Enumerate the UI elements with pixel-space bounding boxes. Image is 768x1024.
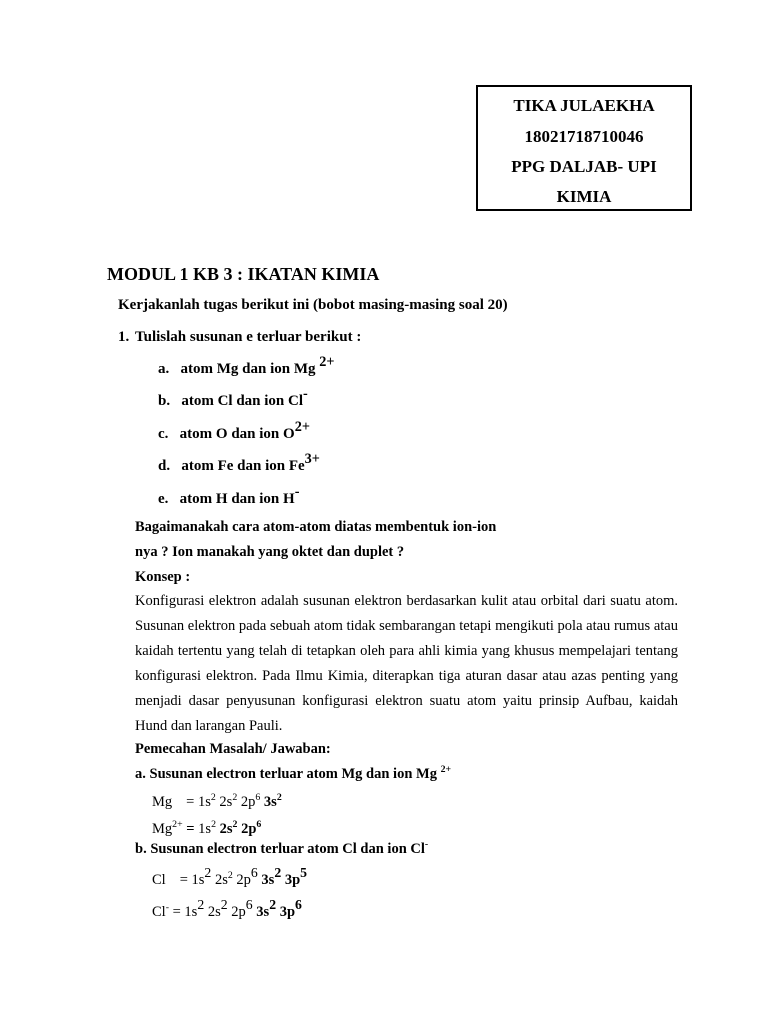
solution-part-b-title: b. Susunan electron terluar atom Cl dan ion Cl- xyxy=(135,839,429,857)
item-text: atom H dan ion H xyxy=(179,491,295,507)
followup-question-line-1: Bagaimanakah cara atom-atom diatas membentuk ion-ion xyxy=(135,519,497,535)
question-item-b xyxy=(158,386,308,410)
question-item-a xyxy=(158,354,335,378)
question-text: Tulislah susunan e terluar berikut : xyxy=(135,329,362,345)
valence-shell: $2s^2$ $2p^6$ xyxy=(219,819,262,837)
ion-charge: - xyxy=(294,484,300,500)
konsep-paragraph: Konfigurasi elektron adalah susunan elektron berdasarkan kulit atau orbital dari suatu atom. Susunan elektron pada sebuah atom tidak sembarangan tetapi mengikuti pola atau rumus atau kaidah tertentu yang telah di tetapkan oleh para ahli kimia yang khusus mempelajari tentang konfigurasi elektron. Pada Ilmu Kimia, diterapkan tiga aturan dasar atau azas penting yang menjadi dasar penyusunan konfigurasi elektron suatu atom yaitu prinsip Aufbau, kaidah Hund dan larangan Pauli. xyxy=(135,593,678,734)
item-letter: e. xyxy=(158,491,169,507)
valence-shell: $3s^2$ $3p^5$ xyxy=(261,865,308,888)
question-number: 1. xyxy=(118,329,130,345)
cl-ion-configuration: $Cl^- = 1s^2$ $2s^2$ $2p^6$ $3s^2$ $3p^6$ xyxy=(152,897,302,920)
instruction-text: Kerjakanlah tugas berikut ini (bobot masing-masing soal 20) xyxy=(118,297,508,313)
item-text: atom Fe dan ion Fe xyxy=(181,458,305,474)
item-text: atom Mg dan ion Mg xyxy=(180,361,320,377)
question-item-e xyxy=(158,484,300,508)
solution-part-a-title: a. Susunan electron terluar atom Mg dan ion Mg $^{2+}$ xyxy=(135,764,452,782)
mg-ion-configuration: $Mg^{2+} = 1s^2$ $2s^2$ $2p^6$ xyxy=(152,819,262,837)
student-name: TIKA JULAEKHA xyxy=(513,96,655,115)
valence-shell: $3s^2$ xyxy=(263,792,282,810)
element-label: Mg xyxy=(152,794,173,810)
ion-charge: 3+ xyxy=(304,451,320,467)
item-letter: d. xyxy=(158,458,171,474)
subject-name: KIMIA xyxy=(556,187,612,206)
item-letter: b. xyxy=(158,393,171,409)
ion-charge: 2+ xyxy=(294,419,310,435)
ion-charge: - xyxy=(303,386,308,402)
item-letter: a. xyxy=(158,361,170,377)
element-label: Mg xyxy=(152,821,173,837)
mg-configuration: $Mg = 1s^2$ $2s^2$ $2p^6$ $3s^2$ xyxy=(152,792,282,810)
student-identity-box xyxy=(476,85,692,211)
ion-charge: 2+ xyxy=(440,764,452,776)
element-label: Cl xyxy=(152,904,166,920)
question-item-c xyxy=(158,419,310,443)
cl-configuration: $Cl = 1s^2$ $2s^2$ $2p^6$ $3s^2$ $3p^5$ xyxy=(152,865,308,888)
valence-shell: $3s^2$ $3p^6$ xyxy=(256,897,302,920)
ion-charge: 2+ xyxy=(319,354,335,370)
program-name: PPG DALJAB- UPI xyxy=(511,157,657,176)
item-letter: c. xyxy=(158,426,169,442)
solution-heading: Pemecahan Masalah/ Jawaban: xyxy=(135,741,331,757)
student-id-number: 18021718710046 xyxy=(524,127,644,146)
question-item-d xyxy=(158,451,320,475)
item-text: atom Cl dan ion Cl xyxy=(181,393,304,409)
followup-question-line-2: nya ? Ion manakah yang oktet dan duplet ? xyxy=(135,544,405,560)
ion-charge: - xyxy=(424,839,429,851)
item-text: atom O dan ion O xyxy=(179,426,295,442)
module-title: MODUL 1 KB 3 : IKATAN KIMIA xyxy=(107,264,380,284)
konsep-heading: Konsep : xyxy=(135,569,191,585)
element-label: Cl xyxy=(152,872,166,888)
